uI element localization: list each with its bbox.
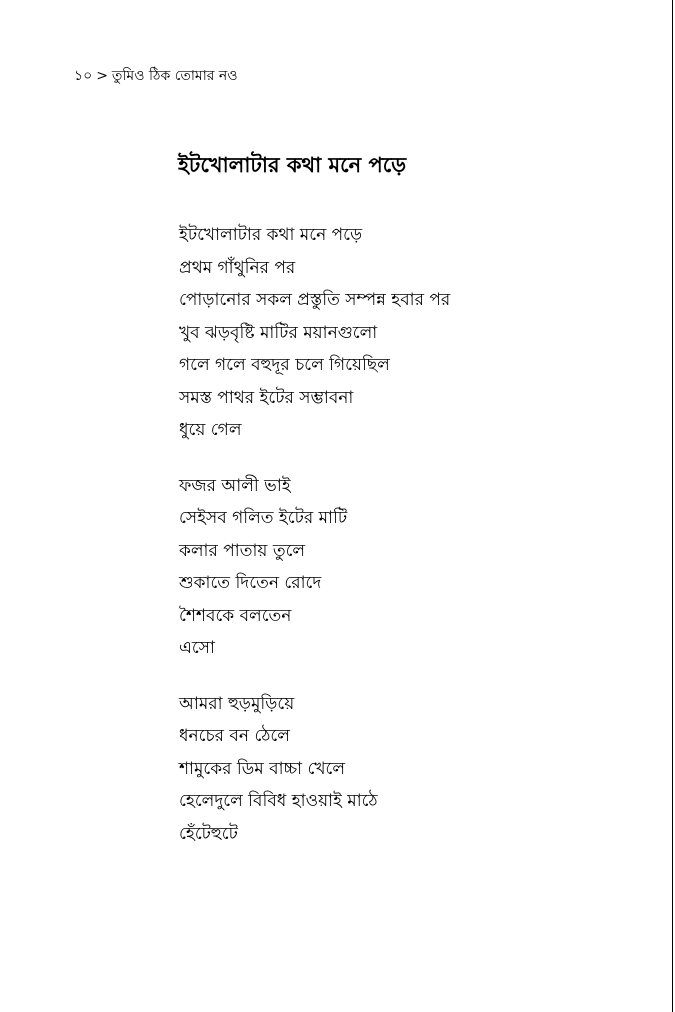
poem-line: সেইসব গলিত ইটের মাটি [179, 508, 348, 528]
poem-line: আমরা হুড়মুড়িয়ে [179, 693, 295, 714]
poem-line: গলে গলে বহুদূর চলে গিয়েছিল [179, 355, 390, 375]
poem-line: ধনচের বন ঠেলে [179, 726, 290, 746]
poem-line: সমস্ত পাথর ইটের সম্ভাবনা [179, 387, 354, 408]
stanza-1 [179, 219, 639, 447]
header-separator: > [96, 68, 108, 84]
running-header [74, 64, 238, 88]
poem-title: ইটখোলাটার কথা মনে পড়ে [178, 152, 407, 177]
page-edge-line [672, 0, 673, 1012]
poem-line: খুব ঝড়বৃষ্টি মাটির ময়ানগুলো [179, 322, 378, 343]
poem-body [179, 219, 639, 873]
poem-line: শৈশবকে বলতেন [179, 605, 292, 626]
poem-line: ইটখোলাটার কথা মনে পড়ে [179, 225, 363, 245]
poem-line: ফজর আলী ভাই [179, 475, 291, 496]
poem-line: হেলেদুলে বিবিধ হাওয়াই মাঠে [179, 791, 378, 811]
poem-line: এসো [179, 638, 215, 658]
poem-line: শামুকের ডিম বাচ্চা খেলে [179, 758, 346, 779]
poem-line: কলার পাতায় তুলে [179, 540, 306, 561]
poem-line: পোড়ানোর সকল প্রস্তুতি সম্পন্ন হবার পর [179, 290, 451, 310]
poem-line: হেঁটেহুটে [179, 823, 238, 844]
poem-line: প্রথম গাঁথুনির পর [179, 257, 296, 278]
book-title: তুমিও ঠিক তোমার নও [111, 68, 238, 84]
stanza-3 [179, 688, 639, 851]
poem-line: ধুয়ে গেল [179, 420, 242, 440]
stanza-2 [179, 470, 639, 665]
poem-line: শুকাতে দিতেন রোদে [179, 573, 322, 593]
page-number: ১০ [74, 68, 93, 84]
